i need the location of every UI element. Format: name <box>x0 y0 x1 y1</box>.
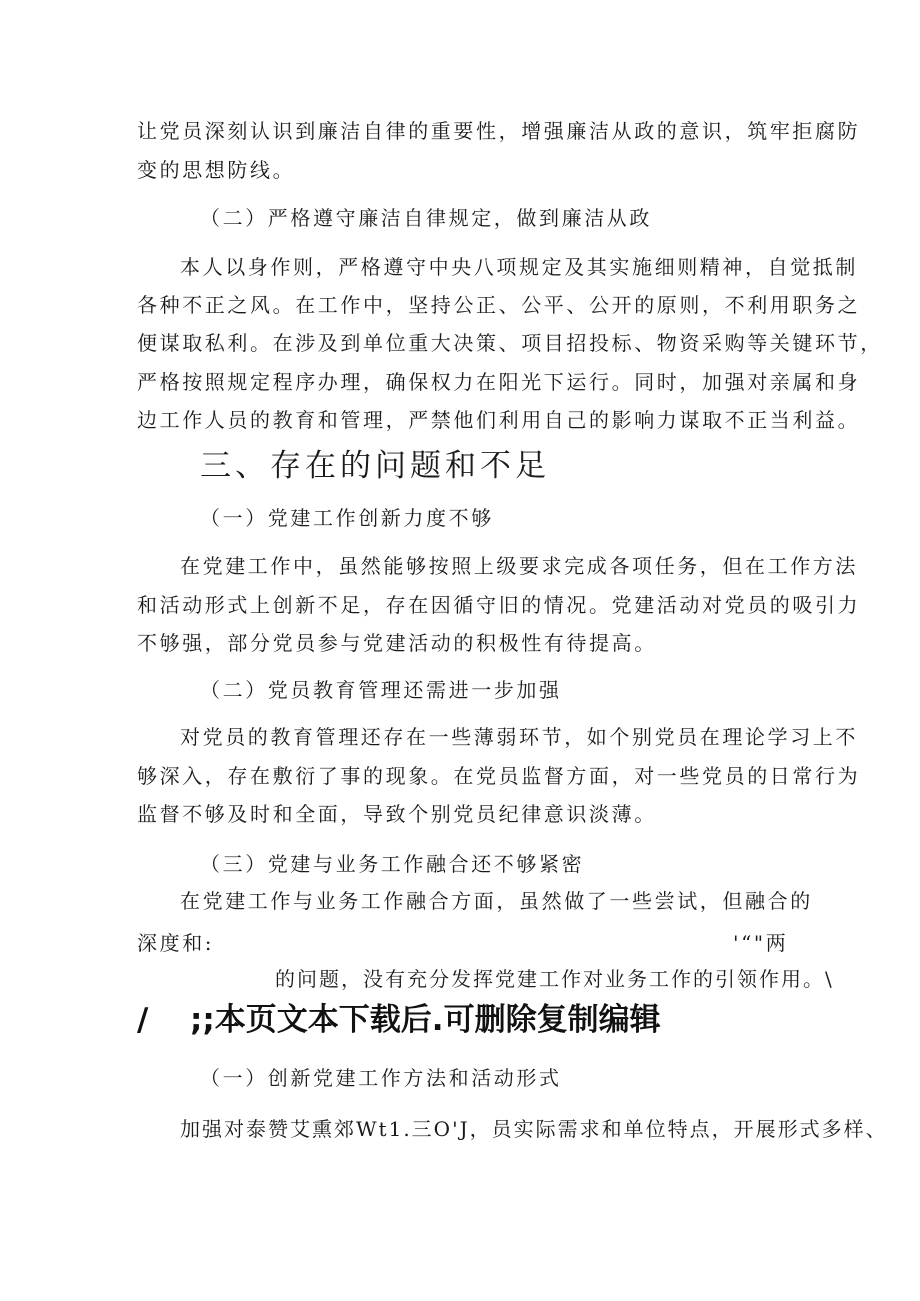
paragraph-line: 便谋取私利。在涉及到单位重大决策、项目招投标、物资采购等关键环节， <box>137 331 883 355</box>
paragraph-line: 在党建工作与业务工作融合方面，虽然做了一些尝试，但融合的 <box>180 889 813 913</box>
section-subheading: （一）党建工作创新力度不够 <box>200 506 494 530</box>
paragraph-line: 严格按照规定程序办理，确保权力在阳光下运行。同时，加强对亲属和身 <box>137 370 861 394</box>
paragraph-line: 让党员深刻认识到廉洁自律的重要性，增强廉洁从政的意识，筑牢拒腐防 <box>137 119 861 143</box>
section-subheading: （二）党员教育管理还需进一步加强 <box>200 678 562 702</box>
paragraph-line: 边工作人员的教育和管理，严禁他们利用自己的影响力谋取不正当利益。 <box>137 408 861 432</box>
paragraph-line: 加强对泰赞艾熏郊Wt1.三O'J，员实际需求和单位特点，开展形式多样、 <box>180 1117 888 1141</box>
paragraph-line: 不够强，部分党员参与党建活动的积极性有待提高。 <box>137 631 657 655</box>
paragraph-line: 本人以身作则，严格遵守中央八项规定及其实施细则精神，自觉抵制 <box>180 255 858 279</box>
paragraph-line: 各种不正之风。在工作中，坚持公正、公平、公开的原则，不利用职务之 <box>137 293 861 317</box>
paragraph-line: 在党建工作中，虽然能够按照上级要求完成各项任务，但在工作方法 <box>180 554 858 578</box>
paragraph-line: '“"两 <box>733 931 789 955</box>
section-subheading: （三）党建与业务工作融合还不够紧密 <box>200 852 585 876</box>
paragraph-line: 的问题，没有充分发挥党建工作对业务工作的引领作用。\ <box>275 967 834 991</box>
section-subheading: （一）创新党建工作方法和活动形式 <box>200 1066 562 1090</box>
paragraph-line: 对党员的教育管理还存在一些薄弱环节，如个别党员在理论学习上不 <box>180 725 858 749</box>
watermark-notice: ;;本页文本下载后.可删除复制编辑 <box>190 1002 661 1038</box>
paragraph-line: 深度和: <box>137 931 215 955</box>
overlay-slash: / <box>137 1002 149 1038</box>
paragraph-line: 变的思想防线。 <box>137 158 296 182</box>
paragraph-line: 监督不够及时和全面，导致个别党员纪律意识淡薄。 <box>137 802 657 826</box>
section-heading: 三、存在的问题和不足 <box>200 448 550 484</box>
section-subheading: （二）严格遵守廉洁自律规定，做到廉洁从政 <box>200 206 652 230</box>
paragraph-line: 够深入，存在敷衍了事的现象。在党员监督方面，对一些党员的日常行为 <box>137 764 861 788</box>
paragraph-line: 和活动形式上创新不足，存在因循守旧的情况。党建活动对党员的吸引力 <box>137 593 861 617</box>
